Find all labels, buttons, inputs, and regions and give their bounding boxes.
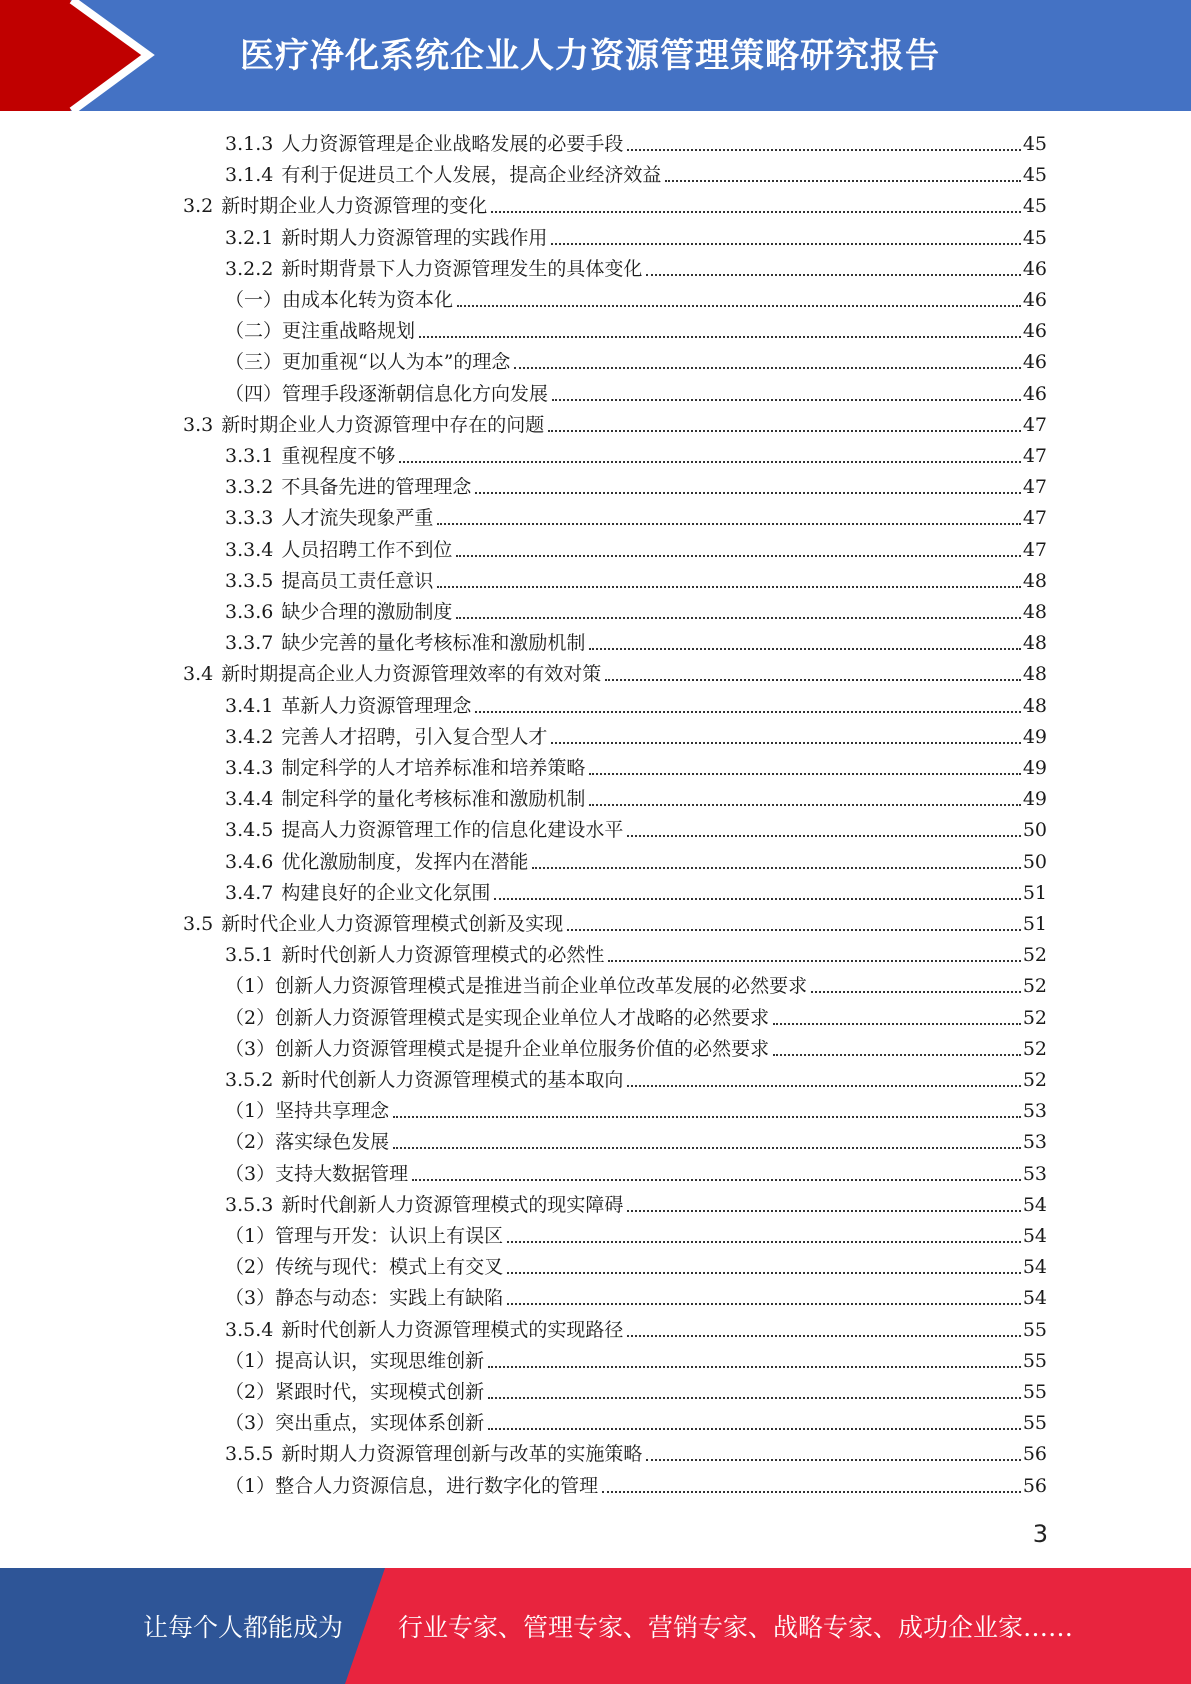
toc-entry[interactable] xyxy=(225,1000,1047,1031)
toc-entry-page: 55 xyxy=(1022,1381,1047,1403)
toc-dot-leader xyxy=(456,555,1020,557)
toc-entry-title: 构建良好的企业文化氛围 xyxy=(281,882,491,904)
toc-entry[interactable] xyxy=(225,1374,1047,1405)
page-number: 3 xyxy=(1032,1520,1048,1548)
toc-entry-page: 54 xyxy=(1022,1287,1047,1309)
toc-entry-page: 47 xyxy=(1022,445,1047,467)
toc-entry-page: 46 xyxy=(1022,258,1047,280)
toc-entry-title: 有利于促进员工个人发展，提高企业经济效益 xyxy=(281,164,662,186)
toc-dot-leader xyxy=(627,1210,1020,1212)
toc-entry-number: 3.4.3 xyxy=(225,757,274,779)
toc-entry-page: 45 xyxy=(1022,195,1047,217)
toc-entry-page: 53 xyxy=(1022,1131,1047,1153)
toc-dot-leader xyxy=(589,804,1020,806)
footer-slogan-left: 让每个人都能成为 xyxy=(143,1613,344,1642)
toc-entry[interactable] xyxy=(225,1468,1047,1499)
toc-entry-title: （3）静态与动态：实践上有缺陷 xyxy=(225,1287,504,1309)
toc-dot-leader xyxy=(602,1491,1021,1493)
toc-entry-page: 46 xyxy=(1022,383,1047,405)
toc-entry-page: 47 xyxy=(1022,507,1047,529)
toc-entry-page: 53 xyxy=(1022,1100,1047,1122)
toc-entry[interactable] xyxy=(225,1031,1047,1062)
toc-dot-leader xyxy=(811,991,1021,993)
toc-dot-leader xyxy=(456,617,1020,619)
toc-entry-page: 55 xyxy=(1022,1319,1047,1341)
toc-dot-leader xyxy=(627,1085,1020,1087)
toc-entry-number: 3.1.3 xyxy=(225,133,274,155)
toc-entry[interactable] xyxy=(225,282,1047,313)
toc-entry-title: （四）管理手段逐渐朝信息化方向发展 xyxy=(225,383,549,405)
toc-dot-leader xyxy=(488,1428,1021,1430)
toc-entry[interactable] xyxy=(225,344,1047,375)
toc-entry-page: 50 xyxy=(1022,851,1047,873)
toc-entry[interactable] xyxy=(225,532,1047,563)
header-banner xyxy=(0,0,1191,111)
toc-entry[interactable] xyxy=(225,1062,1047,1093)
toc-dot-leader xyxy=(589,773,1020,775)
chevron-right-icon xyxy=(0,0,160,111)
toc-entry-number: 3.3.5 xyxy=(225,570,274,592)
toc-entry-page: 55 xyxy=(1022,1412,1047,1434)
toc-entry[interactable] xyxy=(225,220,1047,251)
toc-entry-number: 3.3.1 xyxy=(225,445,274,467)
toc-entry-number: 3.5.4 xyxy=(225,1319,274,1341)
toc-entry[interactable] xyxy=(225,1280,1047,1311)
toc-entry[interactable] xyxy=(225,1405,1047,1436)
toc-entry-page: 46 xyxy=(1022,320,1047,342)
toc-entry-page: 54 xyxy=(1022,1194,1047,1216)
toc-entry-page: 46 xyxy=(1022,351,1047,373)
toc-entry-title: 提高员工责任意识 xyxy=(281,570,434,592)
toc-entry[interactable] xyxy=(225,968,1047,999)
toc-entry-page: 56 xyxy=(1022,1475,1047,1497)
toc-entry-page: 55 xyxy=(1022,1350,1047,1372)
toc-entry-page: 52 xyxy=(1022,1069,1047,1091)
toc-dot-leader xyxy=(399,461,1020,463)
toc-entry-number: 3.5.5 xyxy=(225,1443,274,1465)
toc-dot-leader xyxy=(532,867,1020,869)
toc-dot-leader xyxy=(773,1054,1021,1056)
toc-entry-page: 48 xyxy=(1022,570,1047,592)
toc-dot-leader xyxy=(552,399,1021,401)
toc-entry-title: 新时代創新人力资源管理模式的现实障碍 xyxy=(281,1194,624,1216)
toc-entry[interactable] xyxy=(225,1093,1047,1124)
toc-entry-page: 51 xyxy=(1022,913,1047,935)
toc-entry-title: （2）传统与现代：模式上有交叉 xyxy=(225,1256,504,1278)
toc-entry-number: 3.2.1 xyxy=(225,227,274,249)
toc-entry-page: 54 xyxy=(1022,1256,1047,1278)
toc-entry-page: 46 xyxy=(1022,289,1047,311)
toc-entry-number: 3.5.1 xyxy=(225,944,274,966)
toc-dot-leader xyxy=(608,960,1020,962)
toc-entry-title: 新时期人力资源管理创新与改革的实施策略 xyxy=(281,1443,643,1465)
toc-dot-leader xyxy=(475,492,1020,494)
toc-entry[interactable] xyxy=(225,719,1047,750)
toc-entry-title: 新时代创新人力资源管理模式的实现路径 xyxy=(281,1319,624,1341)
toc-dot-leader xyxy=(548,430,1021,432)
toc-dot-leader xyxy=(393,1147,1021,1149)
toc-entry-page: 47 xyxy=(1022,539,1047,561)
toc-entry-number: 3.4.5 xyxy=(225,819,274,841)
toc-entry-title: 新时代创新人力资源管理模式的必然性 xyxy=(281,944,605,966)
toc-entry-title: （1）整合人力资源信息，进行数字化的管理 xyxy=(225,1475,599,1497)
toc-entry-number: 3.4.2 xyxy=(225,726,274,748)
toc-entry-title: 新时期企业人力资源管理中存在的问题 xyxy=(221,414,545,436)
toc-dot-leader xyxy=(412,1179,1021,1181)
toc-entry-page: 52 xyxy=(1022,975,1047,997)
toc-entry[interactable] xyxy=(183,188,1047,219)
toc-entry-title: （一）由成本化转为资本化 xyxy=(225,289,454,311)
toc-entry[interactable] xyxy=(225,781,1047,812)
toc-entry-page: 52 xyxy=(1022,1007,1047,1029)
toc-dot-leader xyxy=(475,711,1020,713)
toc-entry-title: 完善人才招聘，引入复合型人才 xyxy=(281,726,548,748)
toc-entry[interactable] xyxy=(225,376,1047,407)
toc-entry-title: （2）创新人力资源管理模式是实现企业单位人才战略的必然要求 xyxy=(225,1007,770,1029)
toc-entry[interactable] xyxy=(225,157,1047,188)
toc-dot-leader xyxy=(514,367,1020,369)
toc-dot-leader xyxy=(646,1459,1020,1461)
toc-entry-title: 缺少完善的量化考核标准和激励机制 xyxy=(281,632,586,654)
toc-entry-page: 48 xyxy=(1022,695,1047,717)
toc-entry-page: 49 xyxy=(1022,757,1047,779)
toc-entry-title: 新时期人力资源管理的实践作用 xyxy=(281,227,548,249)
toc-entry[interactable] xyxy=(183,656,1047,687)
toc-dot-leader xyxy=(773,1023,1021,1025)
toc-dot-leader xyxy=(665,180,1020,182)
toc-entry-number: 3.3.6 xyxy=(225,601,274,623)
toc-entry-page: 47 xyxy=(1022,414,1047,436)
toc-entry-title: （二）更注重战略规划 xyxy=(225,320,416,342)
toc-entry-title: 人员招聘工作不到位 xyxy=(281,539,453,561)
toc-entry-title: 新时代创新人力资源管理模式的基本取向 xyxy=(281,1069,624,1091)
toc-entry-title: 新时期提高企业人力资源管理效率的有效对策 xyxy=(221,663,602,685)
toc-dot-leader xyxy=(507,1272,1021,1274)
toc-entry-number: 3.4 xyxy=(183,663,214,685)
toc-entry-page: 45 xyxy=(1022,164,1047,186)
toc-entry-title: （3）创新人力资源管理模式是提升企业单位服务价值的必然要求 xyxy=(225,1038,770,1060)
toc-dot-leader xyxy=(494,898,1020,900)
toc-entry-title: （1）创新人力资源管理模式是推进当前企业单位改革发展的必然要求 xyxy=(225,975,808,997)
toc-dot-leader xyxy=(551,243,1020,245)
toc-dot-leader xyxy=(491,211,1021,213)
toc-dot-leader xyxy=(507,1303,1021,1305)
toc-entry[interactable] xyxy=(225,563,1047,594)
toc-dot-leader xyxy=(627,1335,1020,1337)
toc-entry-title: 人才流失现象严重 xyxy=(281,507,434,529)
toc-entry[interactable] xyxy=(225,126,1047,157)
toc-dot-leader xyxy=(627,149,1020,151)
toc-entry[interactable] xyxy=(225,937,1047,968)
toc-entry-page: 56 xyxy=(1022,1443,1047,1465)
document-title: 医疗净化系统企业人力资源管理策略研究报告 xyxy=(240,36,940,76)
toc-dot-leader xyxy=(488,1366,1021,1368)
toc-entry[interactable] xyxy=(225,1343,1047,1374)
toc-entry-page: 49 xyxy=(1022,788,1047,810)
toc-entry[interactable] xyxy=(225,688,1047,719)
toc-entry-number: 3.4.6 xyxy=(225,851,274,873)
footer-banner xyxy=(0,1568,1191,1684)
toc-entry-title: （1）管理与开发：认识上有误区 xyxy=(225,1225,504,1247)
toc-dot-leader xyxy=(627,835,1020,837)
toc-entry[interactable] xyxy=(225,812,1047,843)
toc-entry-page: 49 xyxy=(1022,726,1047,748)
toc-entry[interactable] xyxy=(225,1187,1047,1218)
toc-dot-leader xyxy=(646,274,1020,276)
toc-entry-number: 3.4.7 xyxy=(225,882,274,904)
toc-entry-title: （2）落实绿色发展 xyxy=(225,1131,390,1153)
toc-entry-number: 3.3.4 xyxy=(225,539,274,561)
footer-slogan-right: 行业专家、管理专家、营销专家、战略专家、成功企业家…… xyxy=(398,1613,1074,1642)
toc-entry-page: 50 xyxy=(1022,819,1047,841)
toc-entry-title: （三）更加重视“以人为本”的理念 xyxy=(225,351,511,373)
toc-entry-number: 3.5 xyxy=(183,913,214,935)
toc-dot-leader xyxy=(551,742,1020,744)
toc-dot-leader xyxy=(589,648,1020,650)
toc-entry-number: 3.3.2 xyxy=(225,476,274,498)
toc-entry[interactable] xyxy=(225,1249,1047,1280)
toc-entry-title: （3）突出重点，实现体系创新 xyxy=(225,1412,485,1434)
toc-entry[interactable] xyxy=(225,469,1047,500)
toc-entry[interactable] xyxy=(225,1312,1047,1343)
toc-entry-page: 53 xyxy=(1022,1163,1047,1185)
toc-dot-leader xyxy=(567,929,1021,931)
toc-entry-title: （3）支持大数据管理 xyxy=(225,1163,409,1185)
toc-dot-leader xyxy=(605,679,1021,681)
toc-entry[interactable] xyxy=(225,313,1047,344)
toc-entry[interactable] xyxy=(183,407,1047,438)
toc-entry-number: 3.4.4 xyxy=(225,788,274,810)
toc-entry-title: （2）紧跟时代，实现模式创新 xyxy=(225,1381,485,1403)
toc-entry-title: 提高人力资源管理工作的信息化建设水平 xyxy=(281,819,624,841)
toc-entry-title: 革新人力资源管理理念 xyxy=(281,695,472,717)
toc-entry-page: 51 xyxy=(1022,882,1047,904)
toc-entry[interactable] xyxy=(225,1218,1047,1249)
toc-entry-page: 48 xyxy=(1022,663,1047,685)
toc-entry-number: 3.1.4 xyxy=(225,164,274,186)
toc-entry[interactable] xyxy=(225,625,1047,656)
toc-entry-title: 制定科学的人才培养标准和培养策略 xyxy=(281,757,586,779)
toc-entry[interactable] xyxy=(225,750,1047,781)
toc-entry-page: 45 xyxy=(1022,133,1047,155)
toc-entry[interactable] xyxy=(225,844,1047,875)
toc-entry-title: 优化激励制度，发挥内在潜能 xyxy=(281,851,529,873)
toc-entry-page: 54 xyxy=(1022,1225,1047,1247)
toc-entry-number: 3.2.2 xyxy=(225,258,274,280)
toc-dot-leader xyxy=(488,1397,1021,1399)
toc-entry-number: 3.2 xyxy=(183,195,214,217)
toc-entry-title: （1）提高认识，实现思维创新 xyxy=(225,1350,485,1372)
toc-entry-title: 制定科学的量化考核标准和激励机制 xyxy=(281,788,586,810)
toc-entry-number: 3.5.3 xyxy=(225,1194,274,1216)
toc-entry-number: 3.3.3 xyxy=(225,507,274,529)
toc-dot-leader xyxy=(437,586,1020,588)
toc-entry-number: 3.5.2 xyxy=(225,1069,274,1091)
toc-dot-leader xyxy=(393,1116,1021,1118)
toc-entry[interactable] xyxy=(225,875,1047,906)
toc-entry[interactable] xyxy=(183,906,1047,937)
toc-dot-leader xyxy=(437,523,1020,525)
toc-entry[interactable] xyxy=(225,594,1047,625)
toc-entry-title: 新时代企业人力资源管理模式创新及实现 xyxy=(221,913,564,935)
toc-entry-title: 重视程度不够 xyxy=(281,445,396,467)
toc-entry-number: 3.4.1 xyxy=(225,695,274,717)
toc-entry-page: 47 xyxy=(1022,476,1047,498)
toc-entry-page: 52 xyxy=(1022,1038,1047,1060)
toc-entry[interactable] xyxy=(225,1156,1047,1187)
toc-entry-title: 缺少合理的激励制度 xyxy=(281,601,453,623)
toc-entry-title: 新时期背景下人力资源管理发生的具体变化 xyxy=(281,258,643,280)
toc-entry[interactable] xyxy=(225,1436,1047,1467)
toc-entry-title: 新时期企业人力资源管理的变化 xyxy=(221,195,488,217)
toc-dot-leader xyxy=(507,1241,1021,1243)
toc-entry[interactable] xyxy=(225,438,1047,469)
toc-entry-page: 52 xyxy=(1022,944,1047,966)
toc-entry-number: 3.3.7 xyxy=(225,632,274,654)
toc-entry[interactable] xyxy=(225,500,1047,531)
toc-entry-page: 45 xyxy=(1022,227,1047,249)
toc-entry-title: 人力资源管理是企业战略发展的必要手段 xyxy=(281,133,624,155)
toc-dot-leader xyxy=(457,305,1021,307)
toc-entry-title: 不具备先进的管理理念 xyxy=(281,476,472,498)
toc-entry-page: 48 xyxy=(1022,632,1047,654)
toc-entry-title: （1）坚持共享理念 xyxy=(225,1100,390,1122)
toc-dot-leader xyxy=(419,336,1021,338)
toc-entry-number: 3.3 xyxy=(183,414,214,436)
toc-entry[interactable] xyxy=(225,251,1047,282)
toc-entry[interactable] xyxy=(225,1124,1047,1155)
toc-entry-page: 48 xyxy=(1022,601,1047,623)
